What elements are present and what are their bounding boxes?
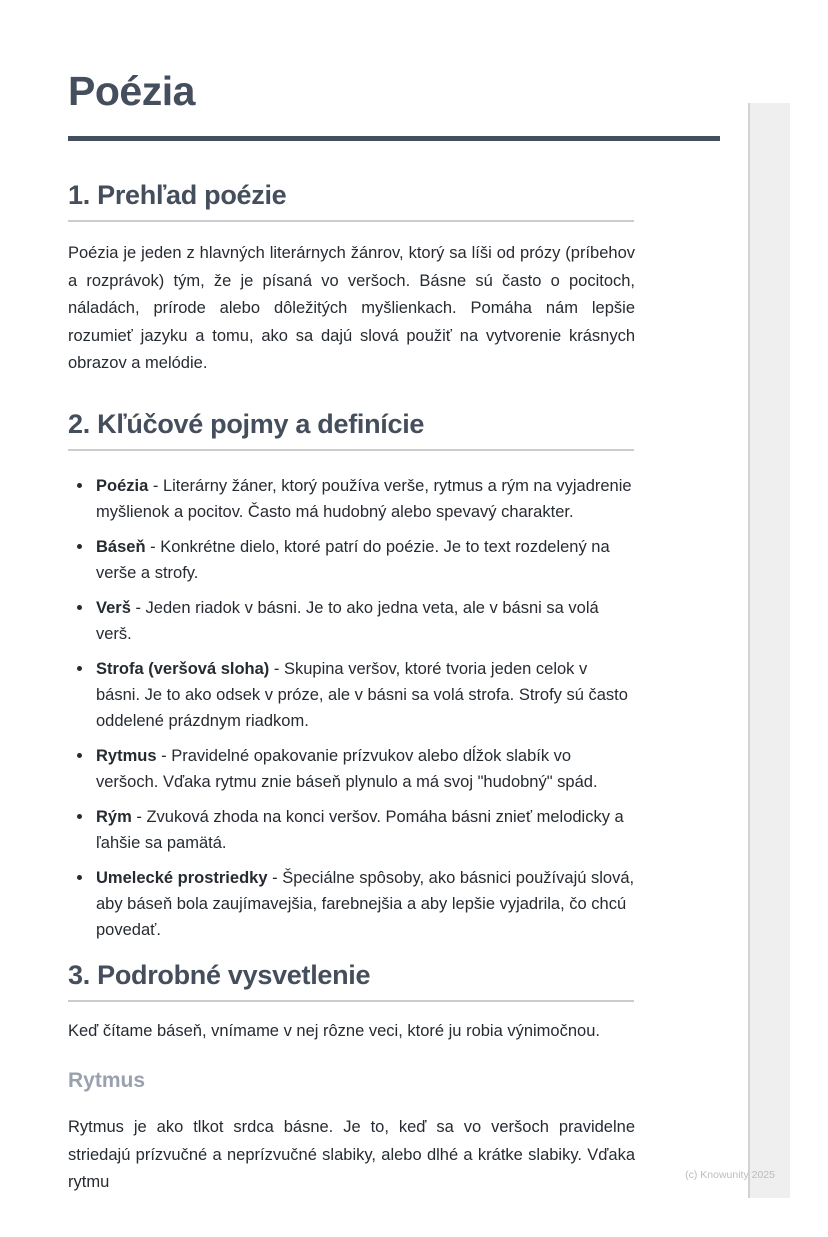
subsection-heading-rytmus: Rytmus (68, 1069, 146, 1092)
list-item (68, 595, 635, 647)
term-definition: - Pravidelné opakovanie prízvukov alebo dĺžok slabík vo veršoch. Vďaka rytmu znie báseň plynulo a má svoj "hudobný" spád. (96, 746, 598, 791)
term-label: Strofa (veršová sloha) (96, 659, 270, 678)
term-label: Rytmus (96, 746, 157, 765)
adjacent-page-edge (748, 103, 790, 1198)
list-item (68, 473, 635, 525)
section-heading-overview: 1. Prehľad poézie (68, 180, 287, 210)
term-label: Poézia (96, 476, 149, 495)
page-title: Poézia (68, 68, 195, 114)
term-definition: - Skupina veršov, ktoré tvoria jeden celok v básni. Je to ako odsek v próze, ale v básni sa volá strofa. Strofy sú často oddelené prázdnym riadkom. (96, 659, 628, 730)
list-item (68, 656, 635, 734)
title-divider (68, 136, 720, 141)
watermark: (c) Knowunity 2025 (685, 1169, 775, 1181)
section-divider (68, 220, 634, 222)
term-definition: - Konkrétne dielo, ktoré patrí do poézie. Je to text rozdelený na verše a strofy. (96, 537, 610, 582)
rytmus-paragraph: Rytmus je ako tlkot srdca básne. Je to, keď sa vo veršoch pravidelne striedajú prízvučné a neprízvučné slabiky, alebo dlhé a krátke slabiky. Vďaka rytmu (68, 1118, 635, 1191)
overview-paragraph: Poézia je jeden z hlavných literárnych žánrov, ktorý sa líši od prózy (príbehov a rozprávok) tým, že je písaná vo veršoch. Básne sú často o pocitoch, náladách, prírode alebo dôležitých myšlienkach. Pomáha nám lepšie rozumieť jazyku a tomu, ako sa dajú slová použiť na vytvorenie krásnych obrazov a melódie. (68, 244, 635, 372)
term-definition: - Zvuková zhoda na konci veršov. Pomáha básni znieť melodicky a ľahšie sa pamätá. (96, 807, 624, 852)
section-heading-detail: 3. Podrobné vysvetlenie (68, 959, 371, 990)
term-definition: - Literárny žáner, ktorý používa verše, rytmus a rým na vyjadrenie myšlienok a pocitov. Často má hudobný alebo spevavý charakter. (96, 476, 632, 521)
term-label: Umelecké prostriedky (96, 868, 268, 887)
list-item (68, 865, 635, 943)
term-label: Báseň (96, 537, 146, 556)
section-divider (68, 1000, 634, 1002)
term-definition: - Špeciálne spôsoby, ako básnici používajú slová, aby báseň bola zaujímavejšia, farebnejšia a aby lepšie vyjadrila, čo chcú povedať. (96, 868, 635, 939)
term-label: Rým (96, 807, 132, 826)
term-label: Verš (96, 598, 131, 617)
list-item (68, 743, 635, 795)
document-page (0, 66, 828, 1197)
definitions-list (68, 473, 635, 943)
list-item (68, 804, 635, 856)
section-heading-key-terms: 2. Kľúčové pojmy a definície (68, 408, 425, 439)
term-definition: - Jeden riadok v básni. Je to ako jedna veta, ale v básni sa volá verš. (96, 598, 599, 643)
section-divider (68, 449, 634, 451)
detail-intro-paragraph: Keď čítame báseň, vnímame v nej rôzne veci, ktoré ju robia výnimočnou. (68, 1021, 600, 1040)
list-item (68, 534, 635, 586)
